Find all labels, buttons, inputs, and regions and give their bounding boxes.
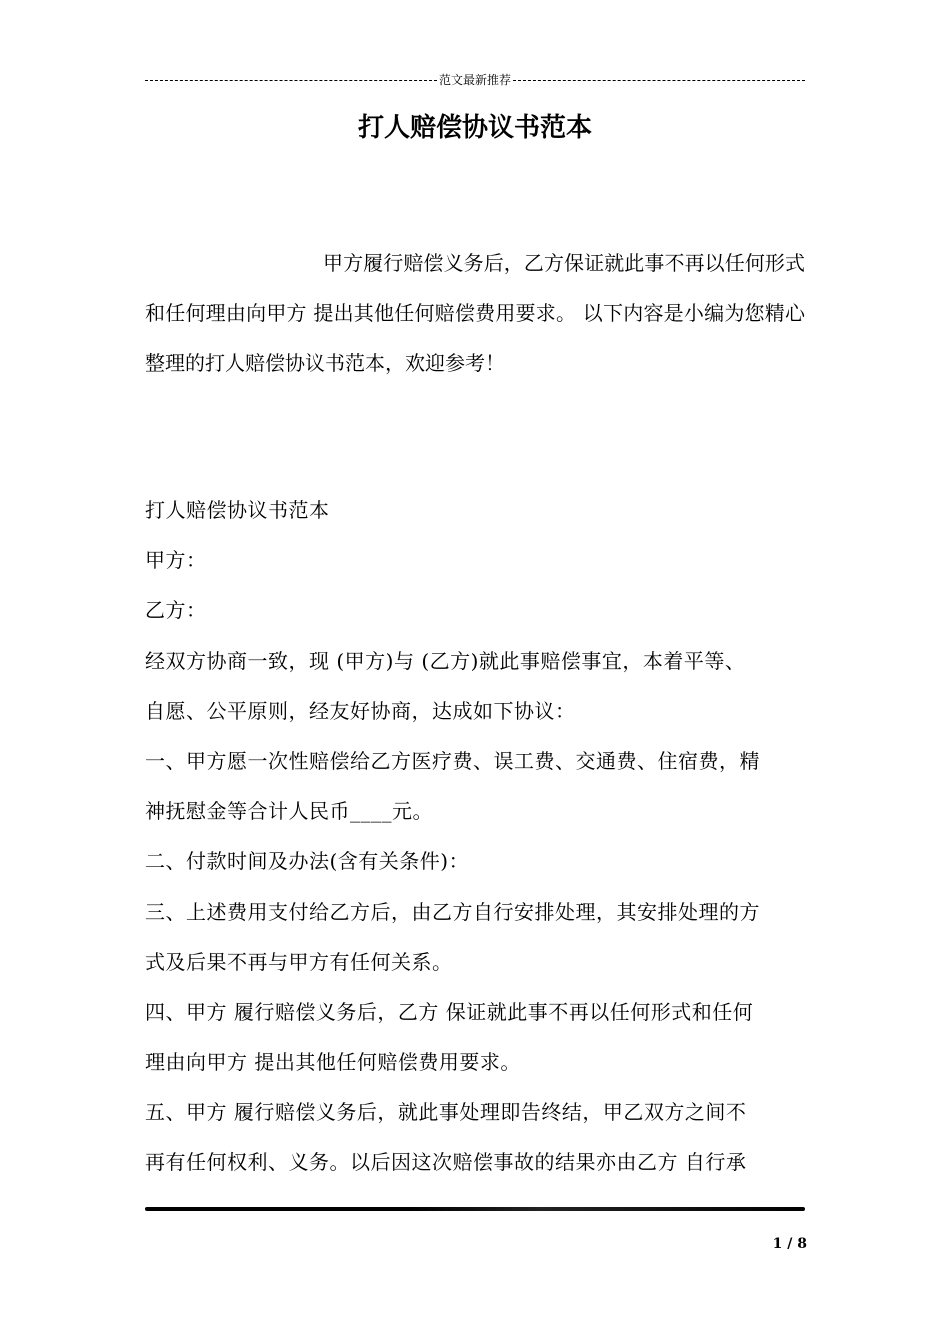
body-line: 乙方： xyxy=(145,598,207,623)
body-line: 经双方协商一致，现 (甲方)与 (乙方)就此事赔偿事宜，本着平等、 xyxy=(145,648,746,673)
body-line: 自愿、公平原则，经友好协商，达成如下协议： xyxy=(145,698,576,723)
body-line: 式及后果不再与甲方有任何关系。 xyxy=(145,949,453,974)
body-line: 再有任何权利、义务。以后因这次赔偿事故的结果亦由乙方 自行承 xyxy=(145,1150,747,1175)
agreement-body xyxy=(145,485,807,1188)
header-dash-left xyxy=(145,80,437,81)
footer-rule xyxy=(145,1207,805,1211)
body-line: 理由向甲方 提出其他任何赔偿费用要求。 xyxy=(145,1050,521,1075)
body-line: 神抚慰金等合计人民币____元。 xyxy=(145,799,433,824)
header-label: 范文最新推荐 xyxy=(439,73,512,87)
document-title: 打人赔偿协议书范本 xyxy=(357,113,592,143)
body-line: 二、付款时间及办法(含有关条件)： xyxy=(145,849,470,874)
body-line: 三、上述费用支付给乙方后，由乙方自行安排处理，其安排处理的方 xyxy=(145,899,760,924)
body-line: 四、甲方 履行赔偿义务后，乙方 保证就此事不再以任何形式和任何 xyxy=(145,999,754,1024)
body-line: 打人赔偿协议书范本 xyxy=(145,498,330,522)
body-line: 甲方： xyxy=(145,548,207,573)
body-line: 一、甲方愿一次性赔偿给乙方医疗费、误工费、交通费、住宿费，精 xyxy=(145,748,760,773)
header-dash-right xyxy=(513,80,805,81)
intro-paragraph: 甲方履行赔偿义务后，乙方保证就此事不再以任何形式和任何理由向甲方 提出其他任何赔偿费用要求。 以下内容是小编为您精心整理的打人赔偿协议书范本，欢迎参考！ xyxy=(145,251,805,375)
page-number: 1 / 8 xyxy=(772,1236,807,1252)
page-header xyxy=(145,70,805,90)
body-line: 五、甲方 履行赔偿义务后，就此事处理即告终结，甲乙双方之间不 xyxy=(145,1100,747,1125)
